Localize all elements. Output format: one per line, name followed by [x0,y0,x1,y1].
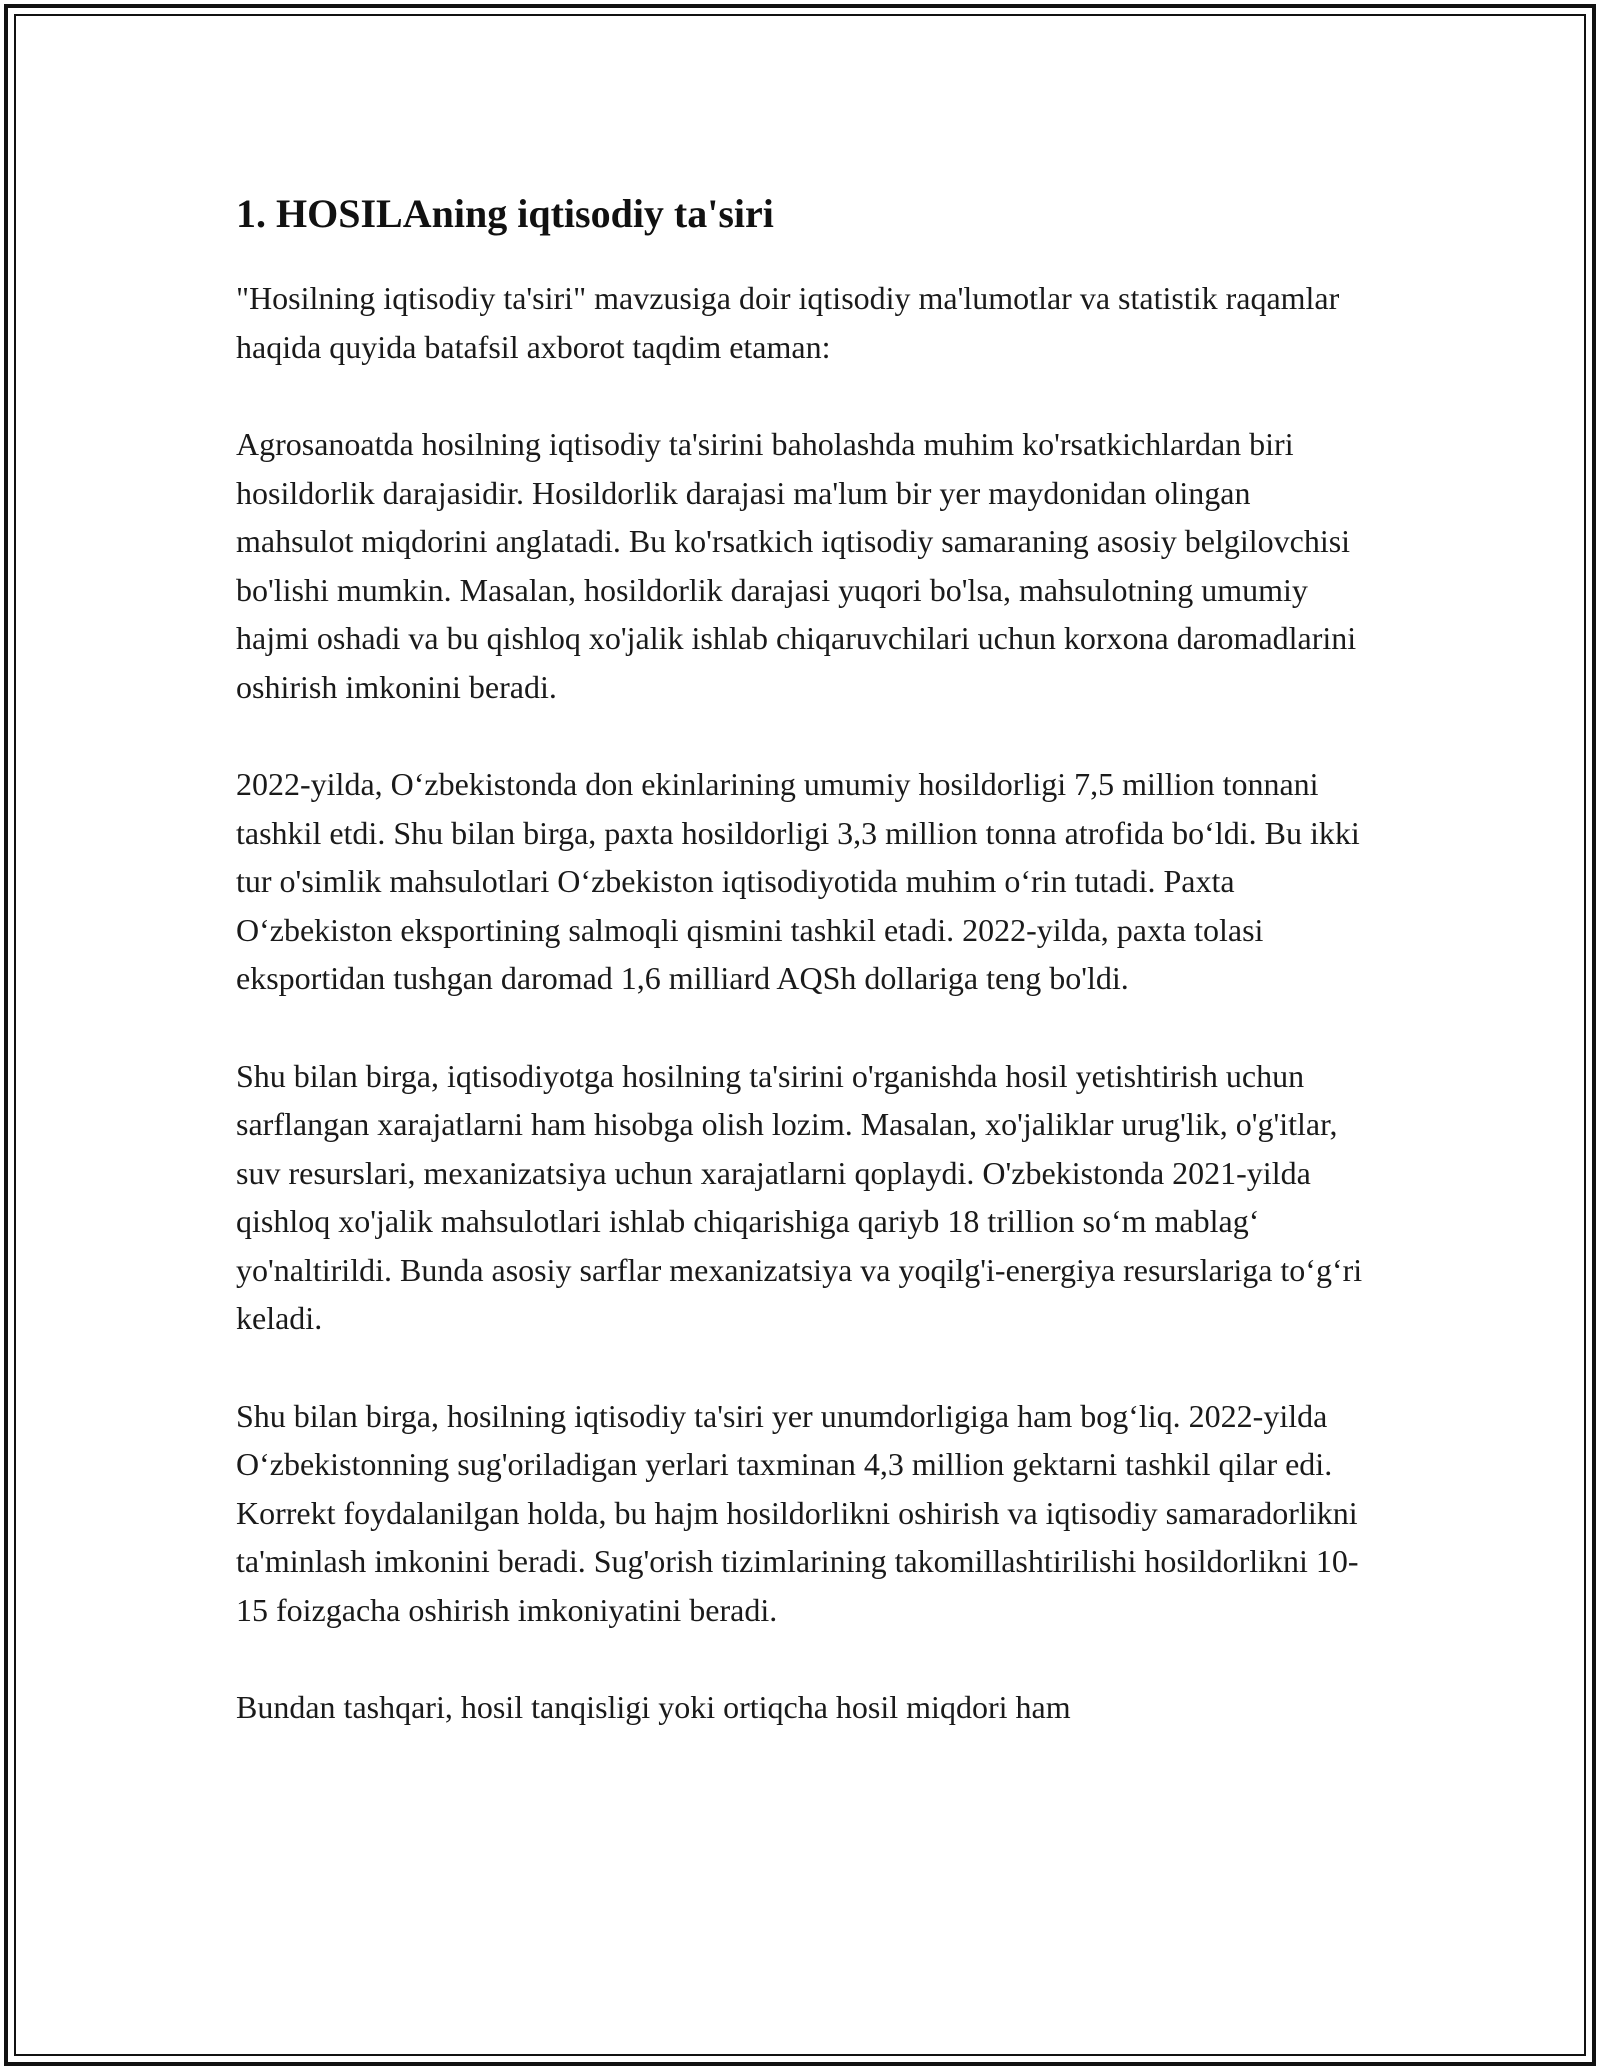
paragraph-land-fertility: Shu bilan birga, hosilning iqtisodiy ta'siri yer unumdorligiga ham bog‘liq. 2022-yilda O‘zbekistonning sug'oriladigan yerlari taxminan 4,3 million gektarni tashkil qilar edi. Korrekt foydalanilgan holda, bu hajm hosildorlikni oshirish va iqtisodiy samaradorlikni ta'minlash imkonini beradi. Sug'orish tizimlarining takomillashtirilishi hosildorlikni 10-15 foizgacha oshirish imkoniyatini beradi. [236,1397,1359,1628]
section-heading: 1. HOSILAning iqtisodiy ta'siri [236,191,774,236]
paragraph-costs: Shu bilan birga, iqtisodiyotga hosilning ta'sirini o'rganishda hosil yetishtirish uchun sarflangan xarajatlarni ham hisobga olish lozim. Masalan, xo'jaliklar urug'lik, o'g'itlar, suv resurslari, mexanizatsiya uchun xarajatlarni qoplaydi. O'zbekistonda 2021-yilda qishloq xo'jalik mahsulotlari ishlab chiqarishiga qariyb 18 trillion so‘m mablag‘ yo'naltirildi. Bunda asosiy sarflar mexanizatsiya va yoqilg'i-energiya resurslariga to‘g‘ri keladi. [236,1057,1363,1336]
document-body [236,186,1366,1732]
paragraph-yield-level: Agrosanoatda hosilning iqtisodiy ta'sirini baholashda muhim ko'rsatkichlardan biri hosildorlik darajasidir. Hosildorlik darajasi ma'lum bir yer maydonidan olingan mahsulot miqdorini anglatadi. Bu ko'rsatkich iqtisodiy samaraning asosiy belgilovchisi bo'lishi mumkin. Masalan, hosildorlik darajasi yuqori bo'lsa, mahsulotning umumiy hajmi oshadi va bu qishloq xo'jalik ishlab chiqaruvchilari uchun korxona daromadlarini oshirish imkonini beradi. [236,426,1357,705]
paragraph-intro: "Hosilning iqtisodiy ta'siri" mavzusiga doir iqtisodiy ma'lumotlar va statistik raqamlar haqida quyida batafsil axborot taqdim etaman: [236,280,1340,365]
paragraph-continuation: Bundan tashqari, hosil tanqisligi yoki ortiqcha hosil miqdori ham [236,1689,1071,1725]
paragraph-2022-harvest: 2022-yilda, O‘zbekistonda don ekinlarining umumiy hosildorligi 7,5 million tonnani tashkil etdi. Shu bilan birga, paxta hosildorligi 3,3 million tonna atrofida bo‘ldi. Bu ikki tur o'simlik mahsulotlari O‘zbekiston iqtisodiyotida muhim o‘rin tutadi. Paxta O‘zbekiston eksportining salmoqli qismini tashkil etadi. 2022-yilda, paxta tolasi eksportidan tushgan daromad 1,6 milliard AQSh dollariga teng bo'ldi. [236,766,1360,996]
